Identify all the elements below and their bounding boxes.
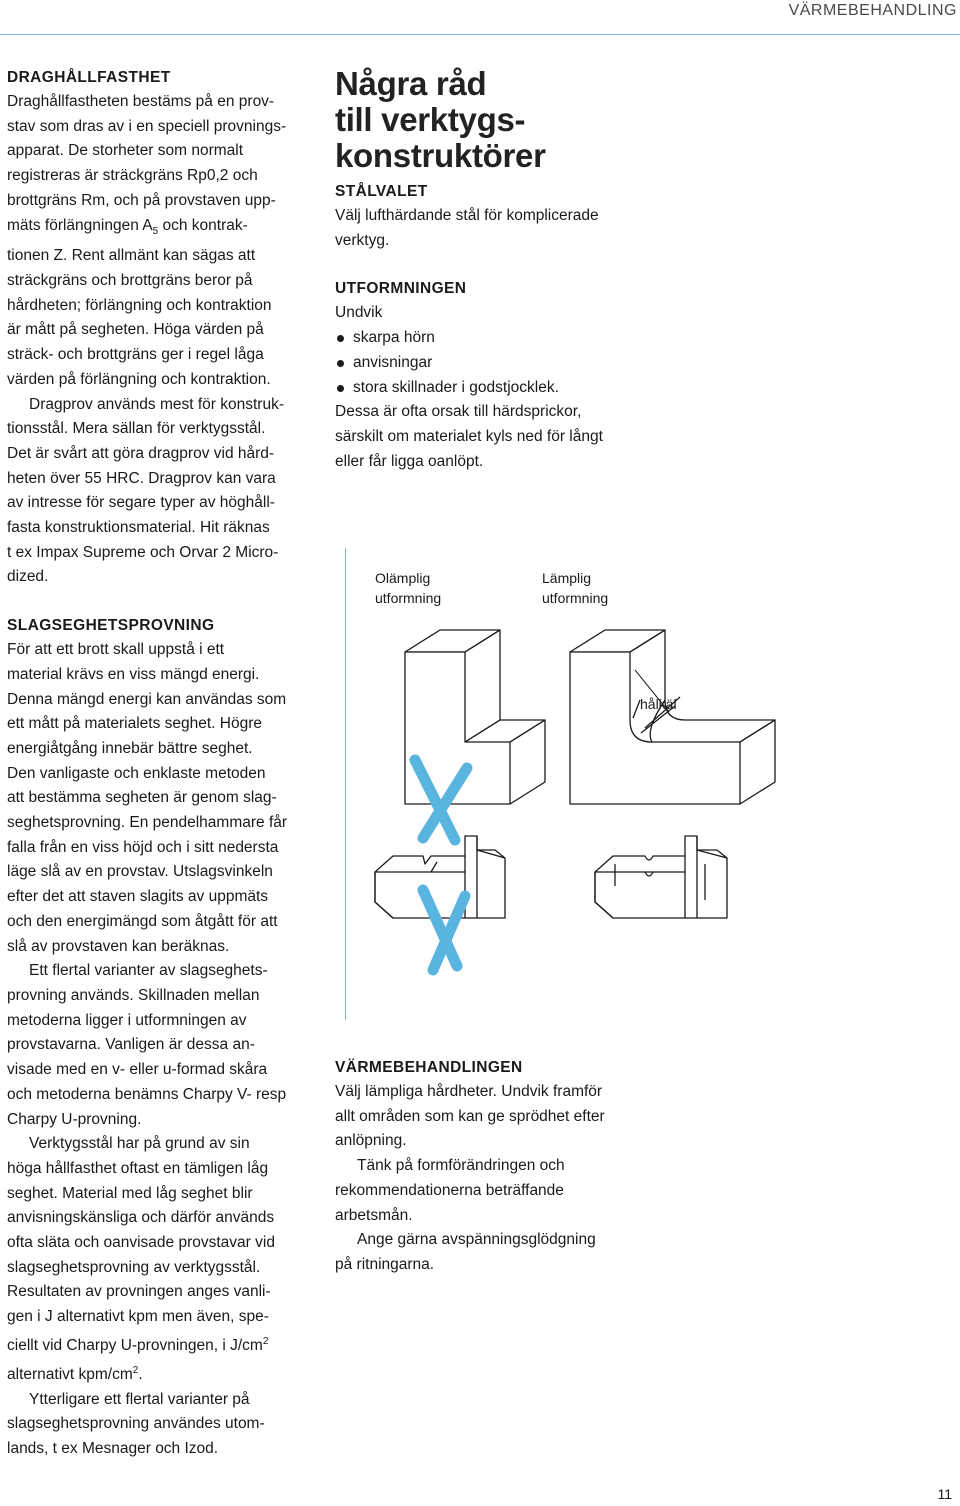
heading-slagseghetsprovning: SLAGSEGHETSPROVNING xyxy=(7,617,215,635)
heading-utformningen: UTFORMNINGEN xyxy=(335,280,467,298)
text-fragment: . xyxy=(138,1365,143,1383)
text-line: provstavarna. Vanligen är dessa an- xyxy=(7,1036,255,1054)
text-line: Denna mängd energi kan användas som xyxy=(7,690,287,708)
text-line: på ritningarna. xyxy=(335,1255,435,1273)
text-line: tionsstål. Mera sällan för verktygsstål. xyxy=(7,420,266,438)
text-line: Charpy U-provning. xyxy=(7,1110,142,1128)
text-line: läge slå av en provstav. Utslagsvinkeln xyxy=(7,863,273,881)
holkal-pointer xyxy=(635,670,669,712)
paragraph-utformningen xyxy=(335,400,640,474)
text-line: gen i J alternativt kpm men även, spe- xyxy=(7,1308,269,1326)
page-title xyxy=(335,66,640,174)
right-column xyxy=(335,66,640,474)
text-line: heten över 55 HRC. Dragprov kan vara xyxy=(7,469,276,487)
text-line xyxy=(7,214,312,245)
text-line: Undvik xyxy=(335,304,383,322)
title-line: Några råd xyxy=(335,65,487,102)
list-item: stora skillnader i godstjocklek. xyxy=(335,376,640,401)
page-number: 11 xyxy=(937,1486,952,1502)
text-line: lands, t ex Mesnager och Izod. xyxy=(7,1439,219,1457)
text-line: slå av provstaven kan beräknas. xyxy=(7,937,230,955)
heading-draghallfasthet: DRAGHÅLLFASTHET xyxy=(7,69,171,86)
text-line: Tänk på formförändringen och xyxy=(357,1157,565,1175)
text-fragment: ciellt vid Charpy U-provningen, i J/cm xyxy=(7,1337,263,1354)
label-line: Lämplig xyxy=(542,570,592,586)
text-fragment: mäts förlängningen A xyxy=(7,216,153,234)
text-line: brottgräns Rm, och på provstaven upp- xyxy=(7,191,276,209)
text-line: apparat. De storheter som normalt xyxy=(7,142,244,160)
bullet-list xyxy=(335,326,640,400)
text-line: Verktygsstål har på grund av sin xyxy=(29,1135,250,1153)
design-illustration xyxy=(345,600,945,1000)
subscript: 5 xyxy=(152,225,159,237)
label-line: utformning xyxy=(542,590,609,606)
text-line: särskilt om materialet kyls ned för långt xyxy=(335,427,603,445)
text-line: stav som dras av i en speciell provnings- xyxy=(7,117,287,135)
superscript: 2 xyxy=(262,1335,269,1347)
notched-block-sharp xyxy=(375,836,505,918)
text-line: registreras är sträckgräns Rp0,2 och xyxy=(7,167,258,185)
paragraph-slagseghet-4 xyxy=(7,1388,312,1462)
heading-varmebehandlingen: VÄRMEBEHANDLINGEN xyxy=(335,1059,523,1076)
paragraph-draghallfasthet-1 xyxy=(7,90,312,393)
text-line: Dragprov används mest för konstruk- xyxy=(29,395,284,413)
text-line: och den energimängd som åtgått för att xyxy=(7,912,278,930)
label-line: Olämplig xyxy=(375,570,431,586)
text-line: Ytterligare ett flertal varianter på xyxy=(29,1390,250,1408)
superscript: 2 xyxy=(132,1364,139,1376)
text-line: energiåtgång innebär bättre seghet. xyxy=(7,739,253,757)
text-line: allt områden som kan ge sprödhet efter xyxy=(335,1107,605,1125)
text-line: provning används. Skillnaden mellan xyxy=(7,987,260,1004)
text-line: visade med en v- eller u-formad skåra xyxy=(7,1061,268,1079)
text-line: arbetsmån. xyxy=(335,1206,413,1224)
text-line: Draghållfastheten bestäms på en prov- xyxy=(7,93,275,110)
paragraph-slagseghet-2 xyxy=(7,959,312,1132)
left-column xyxy=(7,66,312,1462)
notched-block-rounded xyxy=(595,836,727,918)
text-line: För att ett brott skall uppstå i ett xyxy=(7,641,225,659)
text-line: sträck- och brottgräns ger i regel låga xyxy=(7,346,264,364)
text-line: Välj lufthärdande stål för komplicerade xyxy=(335,207,599,224)
text-line xyxy=(7,1330,312,1359)
text-line: Dessa är ofta orsak till härdsprickor, xyxy=(335,403,582,421)
label-line: utformning xyxy=(375,590,442,606)
heading-stalvalet: STÅLVALET xyxy=(335,183,428,200)
paragraph-slagseghet-1 xyxy=(7,638,312,959)
text-line: och metoderna benämns Charpy V- resp xyxy=(7,1085,287,1103)
text-fragment: och kontrak- xyxy=(158,216,248,234)
text-line: rekommendationerna beträffande xyxy=(335,1181,564,1199)
text-line: ett mått på materialets seghet. Högre xyxy=(7,715,263,733)
text-line: seghetsprovning. En pendelhammare får xyxy=(7,814,288,832)
title-line: konstruktörer xyxy=(335,137,546,174)
text-line: anvisningskänsliga och därför används xyxy=(7,1209,275,1227)
text-line: värden på förlängning och kontraktion. xyxy=(7,370,271,388)
text-line: av intresse för segare typer av höghåll- xyxy=(7,494,275,512)
text-line: falla från en viss höjd och i sitt nedersta xyxy=(7,838,279,856)
text-line: höga hållfasthet oftast en tämligen låg xyxy=(7,1159,269,1177)
paragraph-draghallfasthet-2 xyxy=(7,393,312,591)
paragraph-varme-2 xyxy=(335,1154,640,1228)
text-line: verktyg. xyxy=(335,231,390,249)
text-line: fasta konstruktionsmaterial. Hit räknas xyxy=(7,519,270,537)
text-line: material krävs en viss mängd energi. xyxy=(7,665,260,683)
section-gap xyxy=(335,253,640,277)
text-line: hårdheten; förlängning och kontraktion xyxy=(7,296,272,314)
paragraph-slagseghet-3 xyxy=(7,1132,312,1387)
text-line: Den vanligaste och enklaste metoden xyxy=(7,764,266,782)
text-line: slagseghetsprovning av verktygsstål. xyxy=(7,1258,261,1276)
text-line: metoderna ligger i utformningen av xyxy=(7,1011,247,1029)
header-rule xyxy=(0,34,960,35)
text-line: Ange gärna avspänningsglödgning xyxy=(357,1231,596,1249)
text-line: eller får ligga oanlöpt. xyxy=(335,452,484,470)
text-line: Det är svårt att göra dragprov vid hård- xyxy=(7,444,275,462)
running-header: VÄRMEBEHANDLING xyxy=(788,2,957,19)
section-gap xyxy=(7,590,312,614)
paragraph-varme-1 xyxy=(335,1080,640,1154)
text-line: att bestämma segheten är genom slag- xyxy=(7,789,277,807)
l-block-rounded-corner xyxy=(570,630,775,804)
text-line: efter det att staven slagits av uppmäts xyxy=(7,888,269,906)
text-line: slagseghetsprovning användes utom- xyxy=(7,1415,265,1433)
paragraph-varme-3 xyxy=(335,1228,640,1277)
text-line: är mått på segheten. Höga värden på xyxy=(7,321,264,339)
text-line: Ett flertal varianter av slagseghets- xyxy=(29,962,268,980)
list-item: anvisningar xyxy=(335,351,640,376)
text-line: ofta släta och oanvisade provstavar vid xyxy=(7,1234,275,1252)
text-line xyxy=(7,1359,312,1388)
text-line: anlöpning. xyxy=(335,1132,407,1150)
text-line: seghet. Material med låg seghet blir xyxy=(7,1184,253,1202)
text-line: Resultaten av provningen anges vanli- xyxy=(7,1283,271,1301)
text-line: Välj lämpliga hårdheter. Undvik framför xyxy=(335,1083,603,1100)
paragraph-stalvalet xyxy=(335,204,640,253)
title-line: till verktygs- xyxy=(335,101,526,138)
label-holkal: hålkäl xyxy=(640,696,677,712)
list-item: skarpa hörn xyxy=(335,326,640,351)
text-fragment: alternativt kpm/cm xyxy=(7,1365,133,1383)
text-line: t ex Impax Supreme och Orvar 2 Micro- xyxy=(7,543,279,561)
text-line: tionen Z. Rent allmänt kan sägas att xyxy=(7,247,256,265)
section-varmebehandlingen xyxy=(335,1056,640,1278)
text-line: dized. xyxy=(7,568,49,586)
text-line: sträckgräns och brottgräns beror på xyxy=(7,272,253,290)
